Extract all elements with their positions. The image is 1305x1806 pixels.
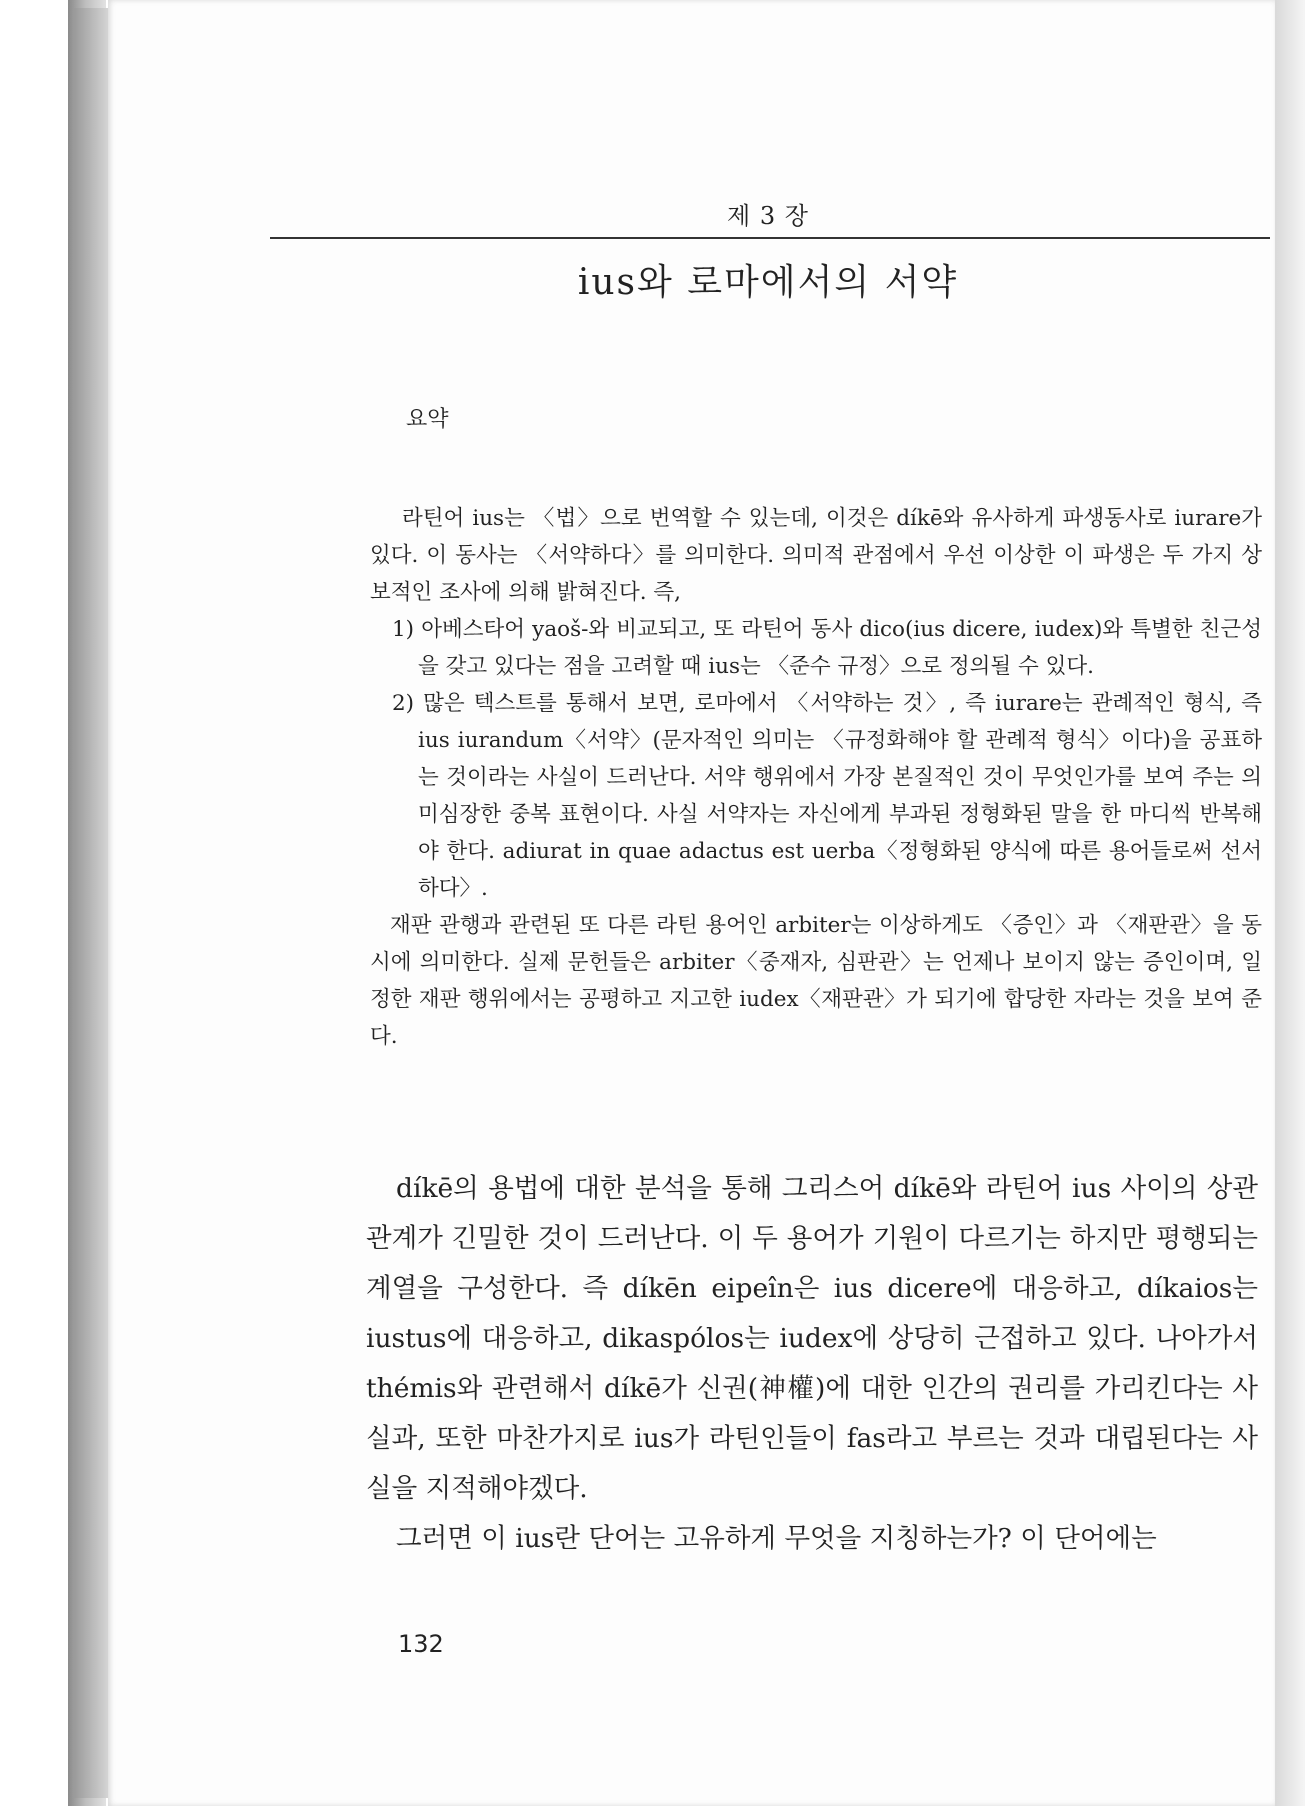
chapter-label: 제 3 장 [727,202,809,230]
book-page-stack [74,8,108,1798]
body-text [366,1164,1258,1564]
abstract-section [370,500,1262,1055]
abstract-item-1: 1) 아베스타어 yaoš-와 비교되고, 또 라틴어 동사 dico(ius dicere, iudex)와 특별한 친근성을 갖고 있다는 점을 고려할 때 ius는 〈준수 규정〉으로 정의될 수 있다. [392,617,1262,679]
book-right-edge [1275,0,1305,1806]
body-paragraph-2: 그러면 이 ius란 단어는 고유하게 무엇을 지칭하는가? 이 단어에는 [396,1523,1157,1554]
abstract-heading: 요약 [406,407,449,432]
chapter-title: ius와 로마에서의 서약 [577,262,959,303]
chapter-divider [270,237,1270,239]
abstract-item-2: 2) 많은 텍스트를 통해서 보면, 로마에서 〈서약하는 것〉, 즉 iurare는 관례적인 형식, 즉 ius iurandum〈서약〉(문자적인 의미는 〈규정화해야 할 관례적 형식〉이다)을 공표하는 것이라는 사실이 드러난다. 서약 행위에서 가장 본질적인 것이 무엇인가를 보여 주는 의미심장한 중복 표현이다. 사실 서약자는 자신에게 부과된 정형화된 말을 한 마디씩 반복해야 한다. adiurat in quae adactus est uerba〈정형화된 양식에 따른 용어들로써 선서하다〉. [392,691,1262,901]
book-page [108,0,1275,1806]
body-paragraph-1: díkē의 용법에 대한 분석을 통해 그리스어 díkē와 라틴어 ius 사이의 상관 관계가 긴밀한 것이 드러난다. 이 두 용어가 기원이 다르기는 하지만 평행되는 계열을 구성한다. 즉 díkēn eipeîn은 ius dicere에 대응하고, díkaios는 iustus에 대응하고, dikaspólos는 iudex에 상당히 근접하고 있다. 나아가서 thémis와 관련해서 díkē가 신권(神權)에 대한 인간의 권리를 가리킨다는 사실과, 또한 마찬가지로 ius가 라틴인들이 fas라고 부르는 것과 대립된다는 사실을 지적해야겠다. [366,1173,1258,1504]
page-number: 132 [398,1630,444,1658]
abstract-intro: 라틴어 ius는 〈법〉으로 번역할 수 있는데, 이것은 díkē와 유사하게 파생동사로 iurare가 있다. 이 동사는 〈서약하다〉를 의미한다. 의미적 관점에서 우선 이상한 이 파생은 두 가지 상보적인 조사에 의해 밝혀진다. 즉, [370,506,1262,605]
abstract-closing: 재판 관행과 관련된 또 다른 라틴 용어인 arbiter는 이상하게도 〈증인〉과 〈재판관〉을 동시에 의미한다. 실제 문헌들은 arbiter〈중재자, 심판관〉는 언제나 보이지 않는 증인이며, 일정한 재판 행위에서는 공평하고 지고한 iudex〈재판관〉가 되기에 합당한 자라는 것을 보여 준다. [370,913,1262,1049]
